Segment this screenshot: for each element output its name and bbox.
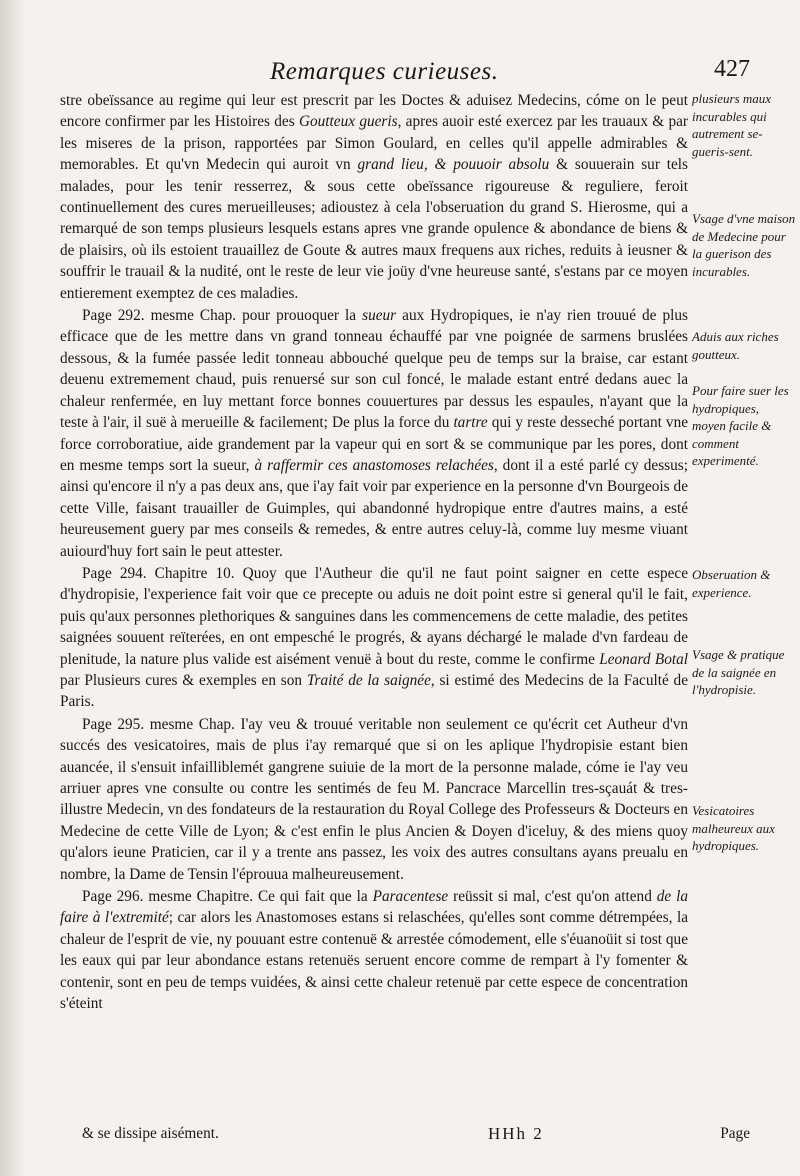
text-run: stre obeïssance au regime qui leur est prescrit par les Doctes & aduisez Medecins, cóme on le peut encore confirmer par les Histoires des xyxy=(60,92,688,131)
signature-mark: HHh 2 xyxy=(488,1124,544,1143)
italic-phrase: Goutteux gueris xyxy=(298,113,398,131)
text-run: , dont il a esté parlé cy dessus; ainsi qu'encore il n'y a pas deux ans, que i'ay fait voir par experience en la personne d'vn Bourgeois de cette Ville, faisant trauailler de Guimples, qui abandonné hydropique entre d'autres mains, a esté heureusement guery par mes conseils & remedes, & entre autres celuy-là, comme luy mesme viuant auiourd'huy fort sain le peut attester. xyxy=(60,456,688,560)
text-run: reüssit si mal, c'est qu'on attend xyxy=(448,888,657,906)
paragraph xyxy=(60,714,688,885)
italic-phrase: de la faire à l'extremité xyxy=(60,888,689,927)
paragraph xyxy=(60,563,688,713)
margin-note: Vsage d'vne maison de Medecine pour la guerison des incurables. xyxy=(692,211,796,279)
text-run: ; car alors les Anastomoses estans si relaschées, qu'elles sont comme détrempées, la chaleur de l'esprit de vie, ny pouuant estre contenuë & arrestée cómodement, elle s'éuanoüit si tost que les eaux qui par leur abondance estans retenuës seruent encore comme de rempart à l'y fomenter & contenir, sont en peu de temps vuidées, & ainsi cette chaleur retenuë par cette espece de concentration s'éteint xyxy=(60,909,688,1013)
margin-note: plusieurs maux incurables qui autrement se-gueris-sent. xyxy=(692,91,772,159)
text-run: Page 292. mesme Chap. pour prouoquer la xyxy=(82,307,363,325)
text-run: qui y reste desseché portant vne force corroboratiue, aide grandement par la vapeur qui en sort & se communique par les pores, dont en mesme temps sort la sueur, xyxy=(60,414,689,474)
text-run: aux Hydropiques, ie n'ay rien trouué de plus efficace que de les mettre dans vn grand tonneau échauffé par vne poignée de sarmens bruslées dessous, & la fumée passée ledit tonneau abbouché quelque peu de temps sur la braise, car estant deuenu extremement chaud, puis renuersé sur son cul foncé, le malade estant entré dedans auec la chaleur renfermée, en luy mettant force bonnes couuertures par dessus les espaules, n'ayant que la teste à l'air, il suë à merueille & facilement; De plus la force du xyxy=(60,307,688,432)
italic-phrase: Paracentese xyxy=(372,888,449,906)
margin-note: Obseruation & experience. xyxy=(692,567,771,600)
page-number: 427 xyxy=(714,56,750,82)
running-title: Remarques curieuses. xyxy=(270,58,499,85)
paragraph xyxy=(60,90,688,304)
italic-phrase: grand lieu, & pouuoir absolu xyxy=(357,156,550,174)
text-run: & souuerain sur tels malades, pour les tenir resserrez, & sous cette obeïssance rigoureuse & reguliere, feroit continuellement des cures merueilleuses; adioustez à cela l'obseruation du grand S. Hierosme, qui a remarqué de son temps plusieurs lesquels estans apres vne grande opulence & abondance de biens & de plaisirs, où ils estoient trauaillez de Goute & autres maux frequens aux riches, reduits à ieusner & souffrir le trauail & la nudité, ont le reste de leur vie joüy d'vne heureuse santé, s'estans par ce moyen entierement exemptez de ces maladies. xyxy=(60,156,688,302)
paragraph xyxy=(60,886,688,1014)
italic-phrase: tartre xyxy=(453,414,488,432)
page-header xyxy=(60,52,750,88)
margin-note: Aduis aux riches goutteux. xyxy=(692,329,779,362)
text-run: Page 294. Chapitre 10. Quoy que l'Autheur die qu'il ne faut point saigner en cette espece d'hydropisie, l'experience fait voir que ce precepte ou aduis ne doit point estre si general qu'il le fait, puis qu'aux personnes plethoriques & sanguines dans les commencemens de cette maladie, des petites saignées souuent reïterées, en ont empesché le progrés, & ayans déchargé le malade d'vn fardeau de plenitude, la nature plus valide est aisément venuë à bout du reste, comme le confirme xyxy=(60,564,688,668)
last-line: & se dissipe aisément. xyxy=(82,1125,219,1142)
italic-phrase: Leonard Botal xyxy=(599,650,688,668)
text-run: par Plusieurs cures & exemples en son xyxy=(60,671,307,689)
margin-note: Vsage & pratique de la saignée en l'hydropisie. xyxy=(692,647,785,697)
catchword: Page xyxy=(720,1125,750,1142)
text-run: , apres auoir esté exercez par les trauaux & par les miseres de la prison, rapportées par Simon Goulard, en celles qu'il appelle admirables & memorables. Et qu'vn Medecin qui auroit vn xyxy=(60,113,688,174)
page-gutter-shadow xyxy=(0,0,26,1176)
text-run: , si estimé des Medecins de la Faculté de Paris. xyxy=(60,671,688,711)
italic-phrase: Traité de la saignée xyxy=(306,671,431,689)
text-run: Page 296. mesme Chapitre. Ce qui fait que la xyxy=(82,888,373,906)
body-text xyxy=(60,90,688,1014)
paragraph xyxy=(60,305,688,562)
margin-note: Pour faire suer les hydropiques, moyen facile & comment experimenté. xyxy=(692,383,789,468)
margin-note: Vesicatoires malheureux aux hydropiques. xyxy=(692,803,775,853)
italic-phrase: sueur xyxy=(362,307,397,325)
text-run: Page 295. mesme Chap. I'ay veu & trouué veritable non seulement ce qu'écrit cet Autheur d'vn succés des vesicatoires, mais de plus i'ay remarqué que si on les aplique l'hydropisie estant bien auancée, il s'ensuit infailliblemét gangrene suiuie de la mort de la personne malade, cóme ie l'ay veu arriuer apres vne consulte ou contre les sentimés de feu M. Pancrace Marcellin tres-sçauát & tres-illustre Medecin, vn des fondateurs de la restauration du Royal College des Professeurs & Docteurs en Medecine de cette Ville de Lyon; & c'est enfin le plus Ancien & Doyen d'iceluy, & des miens quoy qu'alors ieune Praticien, car il y a trente ans passez, les voix des autres consultans ayans preualu en nombre, la Dame de Tensin l'éprouua malheureusement. xyxy=(60,715,688,883)
page-footer xyxy=(60,1122,750,1150)
italic-phrase: à raffermir ces anastomoses relachées xyxy=(254,456,494,474)
